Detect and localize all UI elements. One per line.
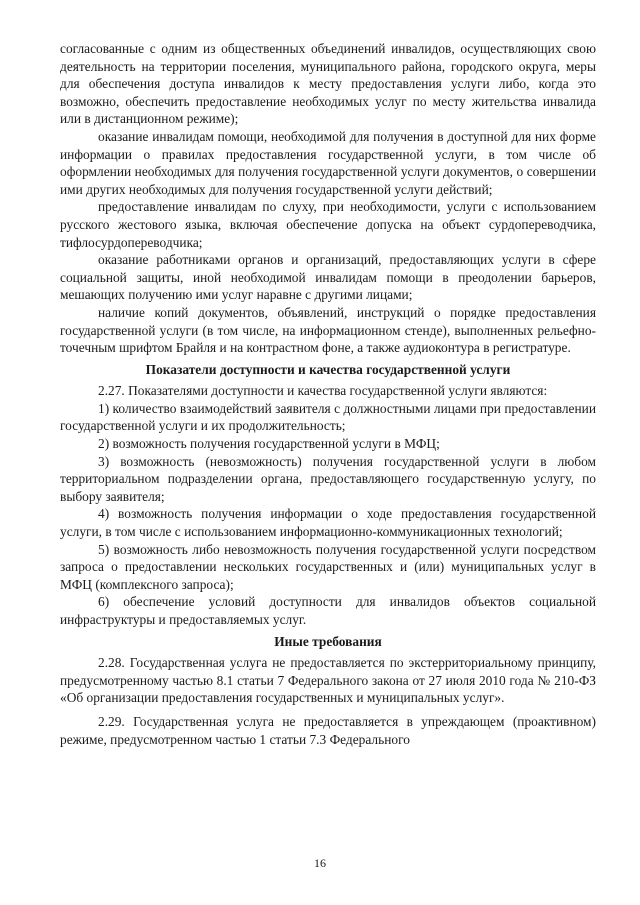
section-heading-other: Иные требования bbox=[274, 633, 382, 649]
list-item-4: 4) возможность получения информации о ходе предоставления государственной услуги, в том числе с использованием информационно-коммуникационных технологий; bbox=[60, 506, 596, 540]
section-heading-quality: Показатели доступности и качества государственной услуги bbox=[145, 361, 511, 377]
paragraph-2-29: 2.29. Государственная услуга не предоставляется в упреждающем (проактивном) режиме, предусмотренном частью 1 статьи 7.3 Федерального bbox=[60, 713, 596, 747]
list-item-3: 3) возможность (невозможность) получения государственной услуги в любом территориальном подразделении органа, предоставляющего государственную услугу, по выбору заявителя; bbox=[60, 453, 596, 504]
paragraph-2-27: 2.27. Показателями доступности и качества государственной услуги являются: bbox=[98, 383, 548, 399]
list-item-1: 1) количество взаимодействий заявителя с должностными лицами при предоставлении государственной услуги и их продолжительность; bbox=[60, 400, 596, 434]
page-number: 16 bbox=[314, 856, 326, 870]
paragraph-assistance-info: оказание инвалидам помощи, необходимой для получения в доступной для них форме информации о правилах предоставления государственной услуги, в том числе об оформлении необходимых для получения государственной услуги документов, о совершении ими других необходимых для получения государственной услуги действий; bbox=[60, 128, 596, 197]
paragraph-sign-language: предоставление инвалидам по слуху, при необходимости, услуги с использованием русского жестового языка, включая обеспечение допуска на объект сурдопереводчика, тифлосурдопереводчика; bbox=[60, 199, 596, 250]
paragraph-2-28: 2.28. Государственная услуга не предоставляется по экстерриториальному принципу, предусмотренному частью 8.1 статьи 7 Федерального закона от 27 июля 2010 года № 210-ФЗ «Об организации предоставления государственных и муниципальных услуг». bbox=[60, 655, 596, 706]
list-item-5: 5) возможность либо невозможность получения государственной услуги посредством запроса о предоставлении нескольких государственных и (или) муниципальных услуг в МФЦ (комплексного запроса); bbox=[60, 541, 596, 592]
document-page bbox=[60, 40, 596, 748]
list-item-2: 2) возможность получения государственной услуги в МФЦ; bbox=[98, 436, 440, 452]
list-item-6: 6) обеспечение условий доступности для инвалидов объектов социальной инфраструктуры и предоставляемых услуг. bbox=[60, 594, 596, 627]
paragraph-continuation: согласованные с одним из общественных объединений инвалидов, осуществляющих свою деятельность на территории поселения, муниципального района, городского округа, меры для обеспечения доступа инвалидов к месту предоставления услуги либо, когда это возможно, обеспечить предоставление необходимых услуг по месту жительства инвалида или в дистанционном режиме); bbox=[60, 41, 596, 127]
paragraph-braille: наличие копий документов, объявлений, инструкций о порядке предоставления государственной услуги (в том числе, на информационном стенде), выполненных рельефно-точечным шрифтом Брайля и на контрастном фоне, а также аудиоконтура в регистратуре. bbox=[60, 304, 596, 356]
paragraph-social-workers: оказание работниками органов и организаций, предоставляющих услуги в сфере социальной защиты, иной необходимой инвалидам помощи в преодолении барьеров, мешающих получению ими услуг наравне с другими лицами; bbox=[60, 252, 596, 303]
